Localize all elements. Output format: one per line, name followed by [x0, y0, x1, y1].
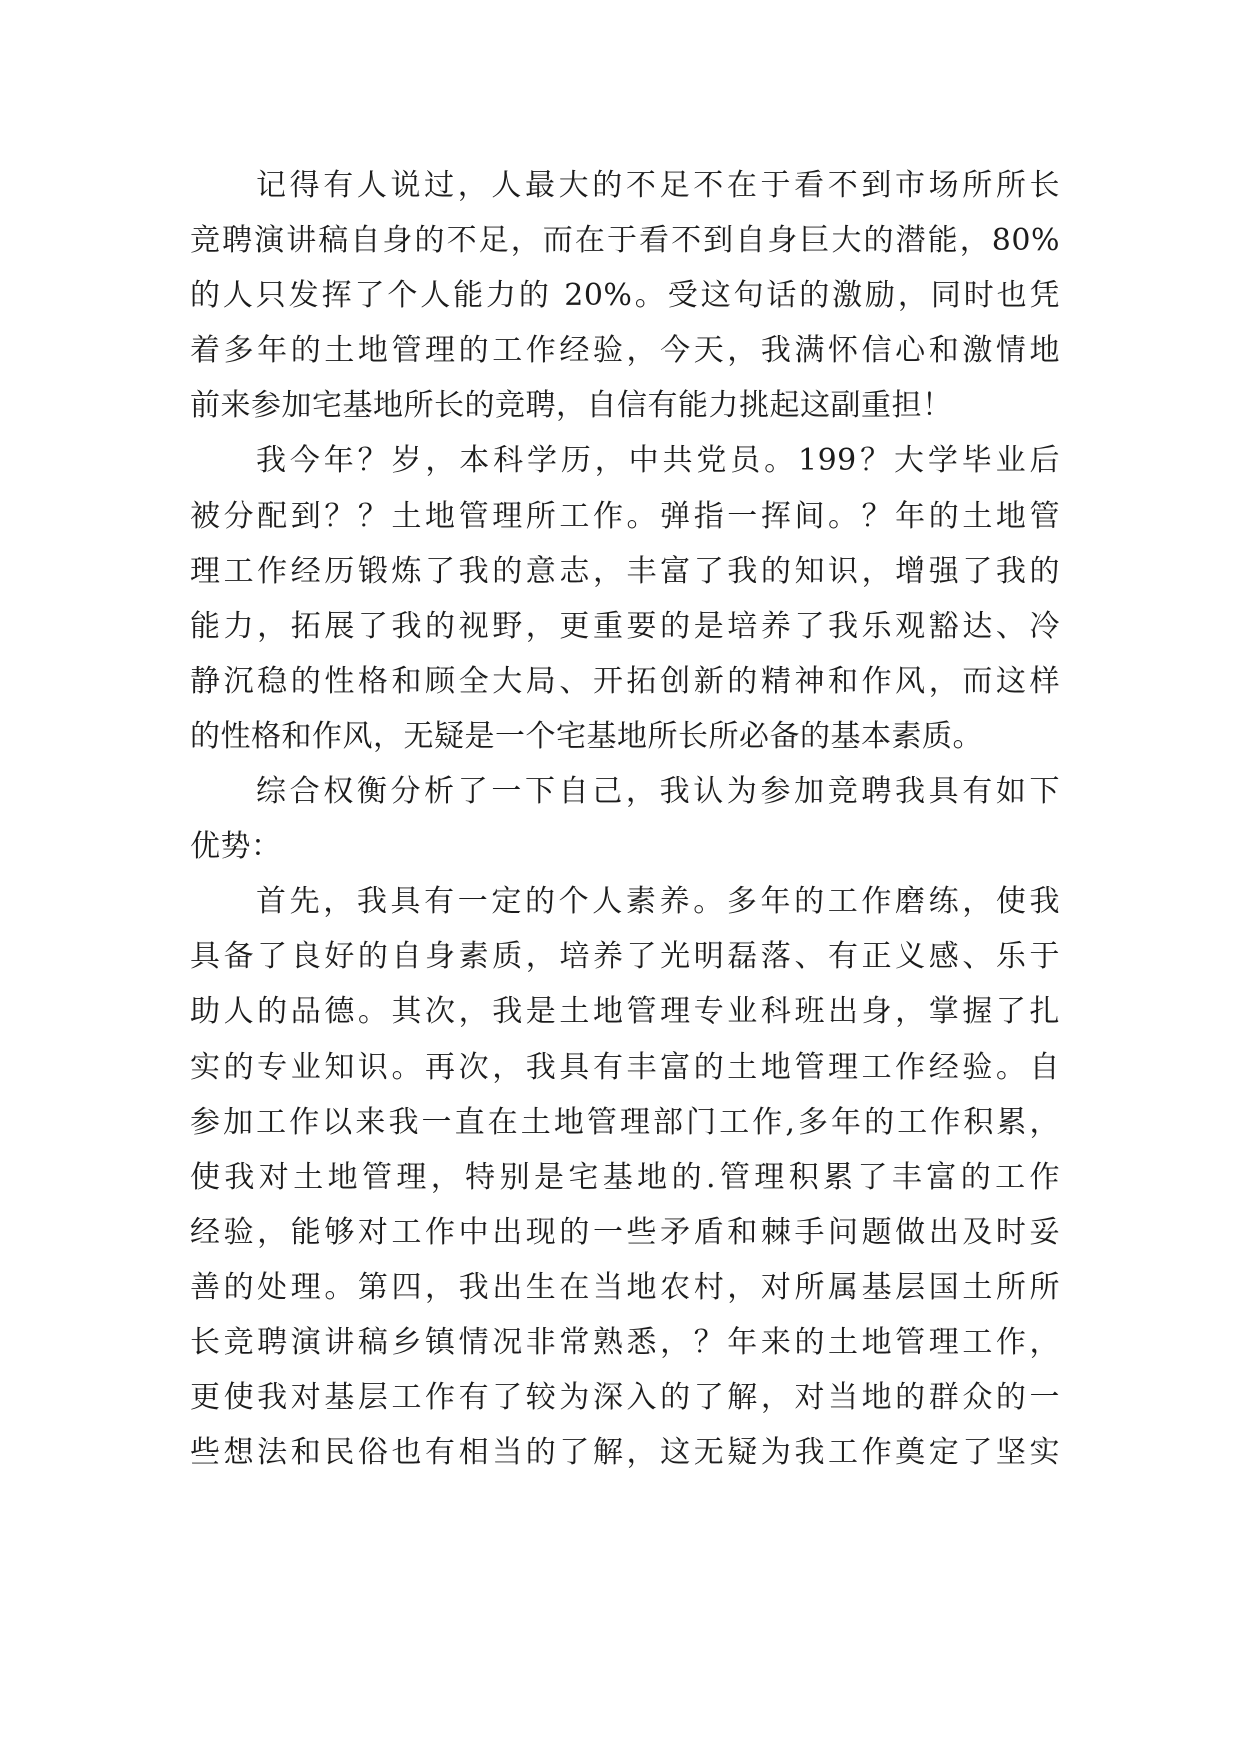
text-line: 静沉稳的性格和顾全大局、开拓创新的精神和作风，而这样 — [190, 663, 1060, 699]
text-line: 能力，拓展了我的视野，更重要的是培养了我乐观豁达、冷 — [190, 608, 1060, 644]
text-line: 的性格和作风，无疑是一个宅基地所长所必备的基本素质。 — [190, 718, 983, 754]
text-line: 实的专业知识。再次，我具有丰富的土地管理工作经验。自 — [190, 1049, 1060, 1085]
text-line: 长竞聘演讲稿乡镇情况非常熟悉，？年来的土地管理工作， — [190, 1324, 1060, 1360]
text-line: 综合权衡分析了一下自己，我认为参加竞聘我具有如下 — [256, 774, 1060, 810]
text-line: 助人的品德。其次，我是土地管理专业科班出身，掌握了扎 — [190, 994, 1060, 1030]
paragraph-3 — [190, 764, 1060, 874]
text-line: 经验，能够对工作中出现的一些矛盾和棘手问题做出及时妥 — [190, 1214, 1060, 1250]
text-line: 首先，我具有一定的个人素养。多年的工作磨练，使我 — [256, 884, 1060, 920]
text-line: 更使我对基层工作有了较为深入的了解，对当地的群众的一 — [190, 1380, 1060, 1416]
text-line: 着多年的土地管理的工作经验，今天，我满怀信心和激情地 — [190, 333, 1060, 369]
text-line: 善的处理。第四，我出生在当地农村，对所属基层国土所所 — [190, 1269, 1060, 1305]
text-line: 竞聘演讲稿自身的不足，而在于看不到自身巨大的潜能，80% — [190, 223, 1060, 259]
text-line: 的人只发挥了个人能力的 20%。受这句话的激励，同时也凭 — [190, 278, 1060, 314]
text-line: 些想法和民俗也有相当的了解，这无疑为我工作奠定了坚实 — [190, 1435, 1060, 1471]
paragraph-2 — [190, 433, 1060, 764]
paragraph-4 — [190, 874, 1060, 1480]
text-line: 使我对土地管理，特别是宅基地的.管理积累了丰富的工作 — [190, 1159, 1060, 1195]
text-line: 具备了良好的自身素质，培养了光明磊落、有正义感、乐于 — [190, 939, 1060, 975]
text-line: 前来参加宅基地所长的竞聘，自信有能力挑起这副重担！ — [190, 388, 953, 424]
paragraph-1 — [190, 158, 1060, 433]
text-line: 记得有人说过，人最大的不足不在于看不到市场所所长 — [256, 168, 1060, 203]
text-line: 优势： — [190, 829, 282, 865]
text-line: 理工作经历锻炼了我的意志，丰富了我的知识，增强了我的 — [190, 553, 1060, 589]
text-line: 被分配到？？土地管理所工作。弹指一挥间。？年的土地管 — [190, 498, 1060, 534]
document-body — [190, 158, 1060, 1480]
text-line: 我今年？岁，本科学历，中共党员。199？大学毕业后 — [256, 443, 1060, 479]
text-line: 参加工作以来我一直在土地管理部门工作,多年的工作积累， — [190, 1104, 1060, 1140]
